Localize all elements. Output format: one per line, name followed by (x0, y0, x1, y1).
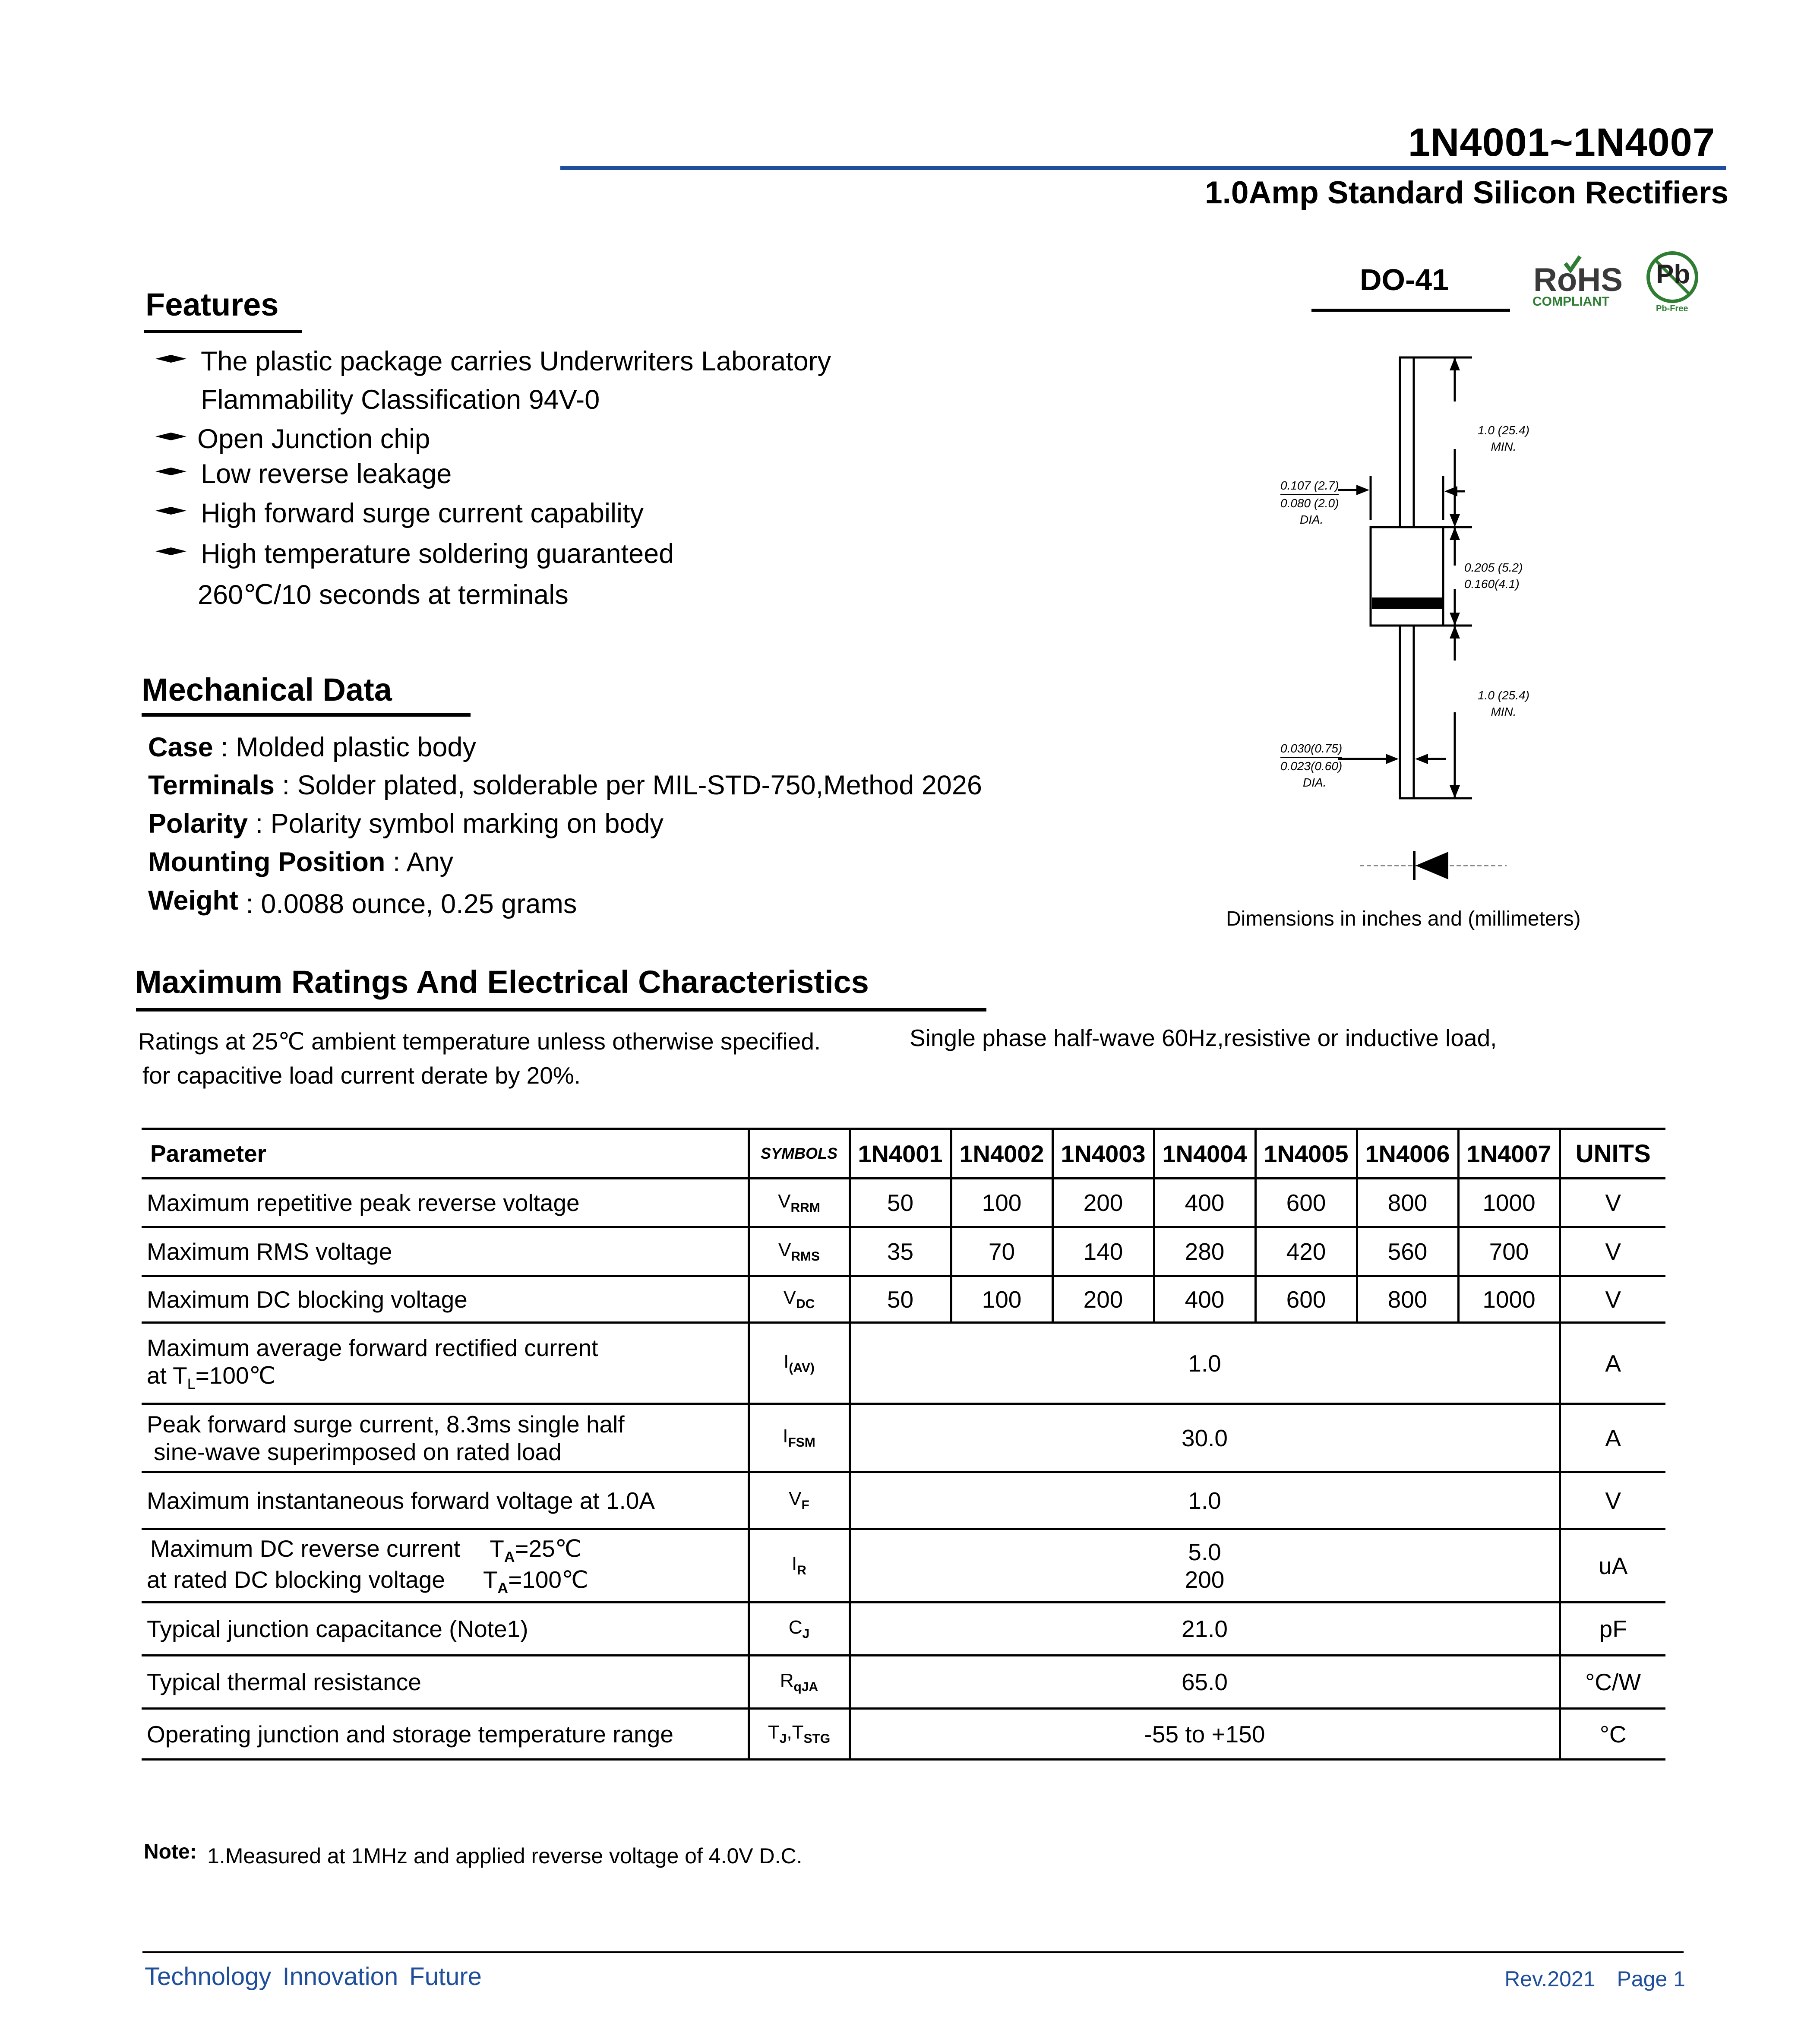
pb-free-logo: Pb Pb-Free (1646, 251, 1706, 316)
bullet-arrow-icon (155, 547, 186, 556)
table-cell: 65.0 (850, 1656, 1560, 1709)
table-cell: 400 (1154, 1276, 1255, 1323)
dim-body-len: 0.205 (5.2) 0.160(4.1) (1464, 561, 1523, 591)
table-cell: pF (1560, 1603, 1665, 1656)
table-header-cell: 1N4002 (951, 1129, 1052, 1179)
bullet-arrow-icon (155, 506, 186, 515)
list-item: Open Junction chip (155, 426, 430, 453)
table-cell: Operating junction and storage temperature range (142, 1709, 749, 1760)
table-header-cell: 1N4007 (1458, 1129, 1560, 1179)
table-cell: 800 (1357, 1276, 1458, 1323)
note-label: Note: (144, 1840, 197, 1863)
mechanical-rule (142, 713, 471, 717)
table-cell: $V_{RRM}$ (749, 1179, 850, 1227)
table-cell: °C (1560, 1709, 1665, 1760)
table-cell: A (1560, 1404, 1665, 1472)
ratings-note-line1b: Single phase half-wave 60Hz,resistive or inductive load, (910, 1024, 1497, 1051)
table-cell: 600 (1255, 1179, 1357, 1227)
table-cell: 5.0 200 (850, 1529, 1560, 1603)
cathode-band (1372, 597, 1442, 609)
list-item: 260℃/10 seconds at terminals (198, 580, 569, 610)
table-header-cell: UNITS (1560, 1129, 1665, 1179)
package-name: DO-41 (1360, 263, 1449, 297)
table-cell: Maximum DC blocking voltage (142, 1276, 749, 1323)
ratings-rule (136, 1008, 986, 1012)
table-cell: 600 (1255, 1276, 1357, 1323)
table-cell: Maximum repetitive peak reverse voltage (142, 1179, 749, 1227)
table-header-cell: 1N4006 (1357, 1129, 1458, 1179)
table-cell: 700 (1458, 1227, 1560, 1276)
dimensions-caption: Dimensions in inches and (millimeters) (1226, 907, 1581, 930)
ratings-note-line2: for capacitive load current derate by 20%. (142, 1062, 581, 1089)
table-cell: 100 (951, 1179, 1052, 1227)
table-cell: $T_J,T_{STG}$ (749, 1709, 850, 1760)
ratings-note-line1a: Ratings at 25℃ ambient temperature unless otherwise specified. (138, 1028, 821, 1055)
table-cell: Typical thermal resistance (142, 1656, 749, 1709)
specifications-table (142, 1128, 1665, 1761)
table-cell: $V_{DC}$ (749, 1276, 850, 1323)
dim-bottom-lead: 1.0 (25.4) MIN. (1478, 689, 1529, 718)
table-row (142, 1227, 1665, 1276)
page-subtitle: 1.0Amp Standard Silicon Rectifiers (1205, 175, 1728, 210)
table-cell: Peak forward surge current, 8.3ms single half sine-wave superimposed on rated load (142, 1404, 749, 1472)
list-item: High forward surge current capability (155, 500, 644, 527)
table-cell: Maximum RMS voltage (142, 1227, 749, 1276)
features-heading: Features (145, 287, 279, 322)
table-cell: 200 (1052, 1179, 1154, 1227)
features-rule (144, 330, 302, 333)
list-item: High temperature soldering guaranteed (155, 541, 674, 568)
table-row (142, 1529, 1665, 1603)
table-header-cell: 1N4004 (1154, 1129, 1255, 1179)
rohs-logo: RoHS COMPLIANT (1532, 255, 1618, 311)
table-header-cell: 1N4001 (850, 1129, 951, 1179)
package-rule (1311, 309, 1510, 312)
table-cell: 35 (850, 1227, 951, 1276)
table-cell: $I_R$ (749, 1529, 850, 1603)
dim-top-lead: 1.0 (25.4) MIN. (1478, 424, 1529, 453)
table-cell: 50 (850, 1179, 951, 1227)
table-cell: 1.0 (850, 1472, 1560, 1529)
mechanical-heading: Mechanical Data (142, 672, 392, 708)
table-cell: 1000 (1458, 1179, 1560, 1227)
table-cell: $V_{RMS}$ (749, 1227, 850, 1276)
table-cell: $R_{qJA}$ (749, 1656, 850, 1709)
list-item: The plastic package carries Underwriters Laboratory (155, 348, 831, 375)
table-cell: 200 (1052, 1276, 1154, 1323)
table-cell: °C/W (1560, 1656, 1665, 1709)
table-cell: Maximum average forward rectified current at $T_L=100℃$ (142, 1323, 749, 1404)
table-cell: V (1560, 1227, 1665, 1276)
table-cell: 50 (850, 1276, 951, 1323)
dim-body-dia: 0.107 (2.7) 0.080 (2.0) DIA. (1280, 477, 1354, 528)
table-cell: $V_F$ (749, 1472, 850, 1529)
list-item: Terminals : Solder plated, solderable per MIL-STD-750,Method 2026 (148, 770, 982, 800)
dim-lead-dia: 0.030(0.75) 0.023(0.60) DIA. (1280, 740, 1358, 790)
table-cell: V (1560, 1472, 1665, 1529)
table-cell: 560 (1357, 1227, 1458, 1276)
list-item: Flammability Classification 94V-0 (201, 385, 600, 415)
do41-outline-drawing (1252, 345, 1597, 907)
table-header-cell: 1N4003 (1052, 1129, 1154, 1179)
table-cell: Maximum DC reverse current $T_A=25℃$ at rated DC blocking voltage $T_A=100℃$ (142, 1529, 749, 1603)
table-cell: 70 (951, 1227, 1052, 1276)
table-row (142, 1472, 1665, 1529)
table-row (142, 1656, 1665, 1709)
table-cell: 280 (1154, 1227, 1255, 1276)
list-item: Mounting Position : Any (148, 847, 453, 877)
bullet-arrow-icon (155, 354, 186, 364)
table-cell: $I_{FSM}$ (749, 1404, 850, 1472)
table-cell: V (1560, 1179, 1665, 1227)
table-cell: 140 (1052, 1227, 1154, 1276)
table-row (142, 1709, 1665, 1760)
table-cell: $I_{(AV)}$ (749, 1323, 850, 1404)
table-row (142, 1179, 1665, 1227)
table-header-cell: SYMBOLS (749, 1129, 850, 1179)
table-cell: 30.0 (850, 1404, 1560, 1472)
bullet-arrow-icon (155, 467, 186, 476)
table-cell: 1000 (1458, 1276, 1560, 1323)
table-cell: 1.0 (850, 1323, 1560, 1404)
list-item: Low reverse leakage (155, 461, 452, 488)
page-title: 1N4001~1N4007 (1408, 120, 1715, 164)
list-item: Case : Molded plastic body (148, 732, 476, 762)
table-row (142, 1323, 1665, 1404)
table-cell: 800 (1357, 1179, 1458, 1227)
bullet-arrow-icon (155, 432, 186, 441)
table-cell: uA (1560, 1529, 1665, 1603)
table-row (142, 1603, 1665, 1656)
note-text: 1.Measured at 1MHz and applied reverse voltage of 4.0V D.C. (207, 1844, 803, 1868)
list-item: Weight : 0.0088 ounce, 0.25 grams (148, 885, 577, 919)
table-header-row (142, 1129, 1665, 1179)
table-cell: -55 to +150 (850, 1709, 1560, 1760)
table-header-cell: 1N4005 (1255, 1129, 1357, 1179)
table-row (142, 1404, 1665, 1472)
table-header-cell: Parameter (142, 1129, 749, 1179)
table-cell: 21.0 (850, 1603, 1560, 1656)
table-cell: Maximum instantaneous forward voltage at 1.0A (142, 1472, 749, 1529)
diode-polarity-icon (1360, 848, 1507, 883)
table-cell: 400 (1154, 1179, 1255, 1227)
title-rule (560, 166, 1726, 170)
table-cell: 420 (1255, 1227, 1357, 1276)
list-item: Polarity : Polarity symbol marking on body (148, 809, 664, 839)
footer-page-info: Rev.2021 Page 1 (1504, 1967, 1685, 1991)
table-cell: Typical junction capacitance (Note1) (142, 1603, 749, 1656)
table-cell: V (1560, 1276, 1665, 1323)
ratings-heading: Maximum Ratings And Electrical Characteristics (135, 964, 869, 1000)
footer-tagline: Technology Innovation Future (145, 1963, 482, 1991)
table-cell: 100 (951, 1276, 1052, 1323)
footer-rule (142, 1951, 1684, 1953)
table-row (142, 1276, 1665, 1323)
table-cell: $C_J$ (749, 1603, 850, 1656)
table-cell: A (1560, 1323, 1665, 1404)
